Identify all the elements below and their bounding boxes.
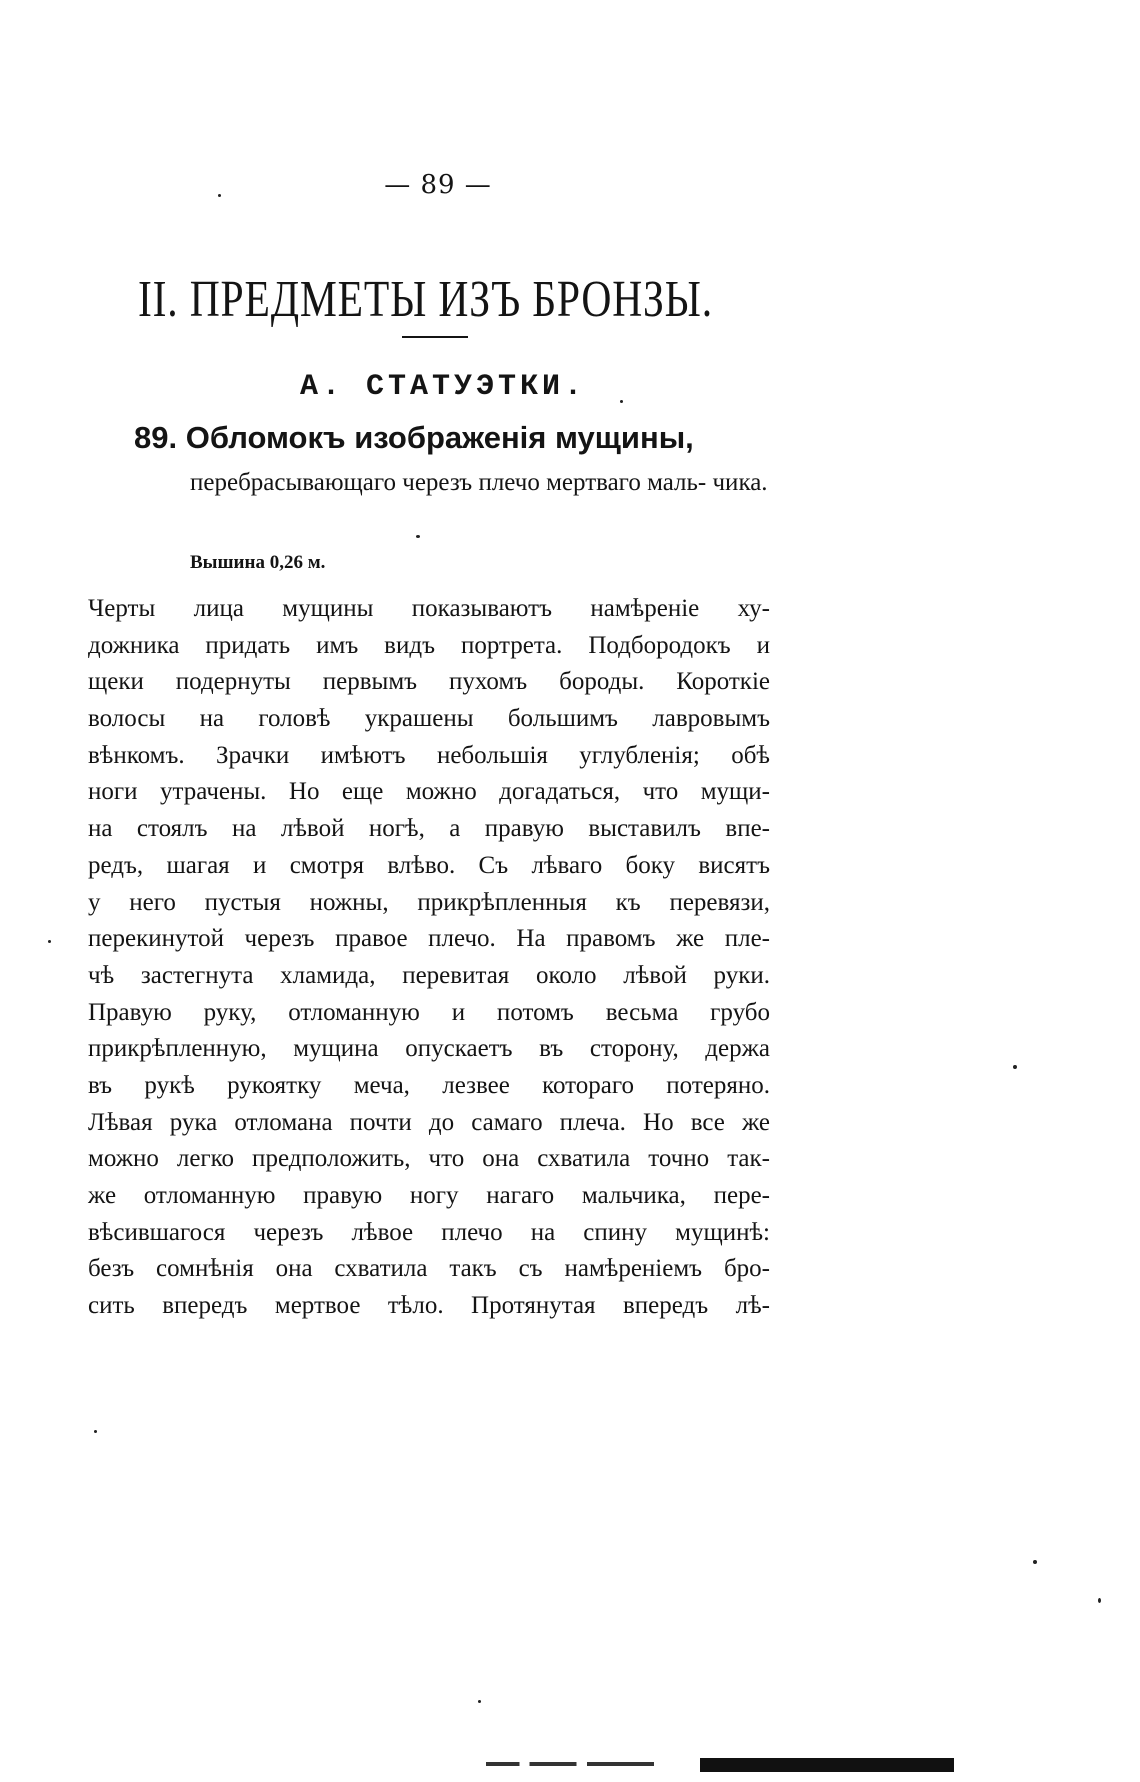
scan-speck [48, 940, 51, 943]
text-line: перекинутой черезъ правое плечо. На правомъ же пле- [88, 925, 770, 953]
text-line: можно легко предположить, что она схватила точно так- [88, 1145, 770, 1173]
body-paragraph [88, 591, 770, 1325]
text-line: Черты лица мущины показываютъ намѣреніе ху- [88, 595, 770, 622]
page-number: — 89 — [384, 170, 492, 200]
text-line: безъ сомнѣнія она схватила такъ съ намѣреніемъ бро- [88, 1255, 770, 1283]
text-line: редъ, шагая и смотря влѣво. Съ лѣваго боку висятъ [88, 851, 770, 879]
section-title: II. ПРЕДМЕТЫ ИЗЪ БРОНЗЫ. [138, 271, 713, 328]
entry-dimension: Вышина 0,26 м. [190, 552, 326, 573]
text-line: чѣ застегнута хламида, перевитая около лѣвой руки. [88, 961, 770, 989]
entry-subtitle: перебрасывающаго черезъ плечо мертваго маль- чика. [190, 469, 768, 496]
text-line: щеки подернуты первымъ пухомъ бороды. Короткіе [88, 668, 770, 696]
text-line: въ рукѣ рукоятку меча, лезвее котораго потеряно. [88, 1071, 770, 1099]
scan-speck [94, 1430, 97, 1433]
text-line: сить впередъ мертвое тѣло. Протянутая впередъ лѣ- [88, 1292, 770, 1320]
text-line: Лѣвая рука отломана почти до самаго плеча. Но все же [88, 1108, 770, 1136]
text-line: вѣсившагося черезъ лѣвое плечо на спину мущинѣ: [88, 1218, 770, 1246]
text-line: на стоялъ на лѣвой ногѣ, а правую выставилъ впе- [88, 815, 770, 843]
scan-speck [1098, 1598, 1101, 1603]
subsection-title: А. СТАТУЭТКИ. [300, 370, 587, 404]
scan-speck [1013, 1065, 1017, 1069]
text-line: же отломанную правую ногу нагаго мальчика, пере- [88, 1182, 770, 1209]
text-line: ноги утрачены. Но еще можно догадаться, что мущи- [88, 778, 770, 806]
entry-heading: 89. Обломокъ изображенія мущины, [134, 420, 694, 455]
text-line: волосы на головѣ украшены большимъ лавровымъ [88, 705, 770, 733]
scan-artifact [700, 1758, 954, 1772]
scan-speck [218, 194, 221, 197]
scan-speck [416, 535, 420, 538]
scan-speck [1033, 1560, 1037, 1564]
text-line: вѣнкомъ. Зрачки имѣютъ небольшія углубленія; обѣ [88, 741, 770, 769]
scan-artifact [486, 1762, 654, 1766]
text-line: Правую руку, отломанную и потомъ весьма грубо [88, 998, 770, 1026]
text-line: у него пустыя ножны, прикрѣпленныя къ перевязи, [88, 888, 770, 916]
text-line: дожника придать имъ видъ портрета. Подбородокъ и [88, 631, 770, 659]
text-line: прикрѣпленную, мущина опускаетъ въ сторону, держа [88, 1035, 770, 1063]
scan-speck [478, 1700, 481, 1703]
title-divider [402, 336, 468, 338]
scan-speck [620, 400, 623, 403]
